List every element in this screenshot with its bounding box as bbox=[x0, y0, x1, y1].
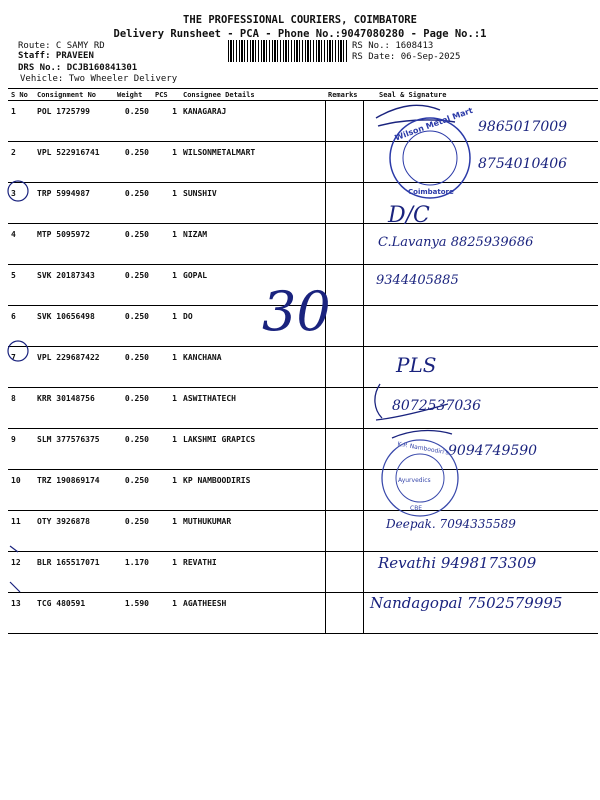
row-signature bbox=[363, 183, 598, 224]
row-consignment: SLM 377576375 bbox=[34, 429, 114, 470]
row-pcs: 1 bbox=[152, 142, 180, 183]
drs-label: DRS No.: DCJB160841301 bbox=[18, 63, 138, 73]
row-consignee: KANAGARAJ bbox=[180, 101, 325, 142]
row-consignment: BLR 165517071 bbox=[34, 552, 114, 593]
row-consignment: KRR 30148756 bbox=[34, 388, 114, 429]
table-row bbox=[8, 470, 598, 511]
row-remarks bbox=[325, 470, 363, 511]
col-pcs: PCS bbox=[152, 89, 180, 101]
row-consignee: NIZAM bbox=[180, 224, 325, 265]
row-sno: 13 bbox=[8, 593, 34, 634]
row-remarks bbox=[325, 183, 363, 224]
row-remarks bbox=[325, 347, 363, 388]
row-consignment: MTP 5095972 bbox=[34, 224, 114, 265]
row-weight: 0.250 bbox=[114, 183, 152, 224]
row-weight: 1.590 bbox=[114, 593, 152, 634]
handwritten-signature-r11: Deepak. 7094335589 bbox=[386, 517, 516, 531]
row-remarks bbox=[325, 101, 363, 142]
row-consignee: LAKSHMI GRAPICS bbox=[180, 429, 325, 470]
barcode bbox=[228, 40, 348, 62]
kp-stamp-name: K.P. Namboodiri's bbox=[396, 440, 450, 457]
row-signature bbox=[363, 593, 598, 634]
runsheet-table bbox=[8, 88, 598, 634]
row-pcs: 1 bbox=[152, 183, 180, 224]
col-remarks: Remarks bbox=[325, 89, 363, 101]
row-pcs: 1 bbox=[152, 593, 180, 634]
row-signature bbox=[363, 101, 598, 142]
handwritten-mark-r6: 30 bbox=[262, 280, 331, 343]
row-pcs: 1 bbox=[152, 347, 180, 388]
row-sno: 9 bbox=[8, 429, 34, 470]
row-pcs: 1 bbox=[152, 265, 180, 306]
row-weight: 0.250 bbox=[114, 142, 152, 183]
row-consignment: SVK 20187343 bbox=[34, 265, 114, 306]
row-pcs: 1 bbox=[152, 511, 180, 552]
handwritten-signature-r13: Nandagopal 7502579995 bbox=[370, 594, 563, 612]
row-consignment: POL 1725799 bbox=[34, 101, 114, 142]
row-sno: 6 bbox=[8, 306, 34, 347]
row-pcs: 1 bbox=[152, 224, 180, 265]
row-remarks bbox=[325, 429, 363, 470]
col-weight: Weight bbox=[114, 89, 152, 101]
handwritten-phone-r1: 9865017009 bbox=[478, 119, 568, 135]
row-pcs: 1 bbox=[152, 101, 180, 142]
row-weight: 0.250 bbox=[114, 470, 152, 511]
row-weight: 0.250 bbox=[114, 101, 152, 142]
row-remarks bbox=[325, 388, 363, 429]
handwritten-signature-r7: PLS bbox=[396, 353, 437, 377]
row-consignment: VPL 229687422 bbox=[34, 347, 114, 388]
row-sno: 1 bbox=[8, 101, 34, 142]
company-title: THE PROFESSIONAL COURIERS, COIMBATORE bbox=[183, 14, 417, 26]
row-consignee: ASWITHATECH bbox=[180, 388, 325, 429]
row-weight: 0.250 bbox=[114, 306, 152, 347]
kp-stamp-city: CBE bbox=[410, 505, 423, 512]
row-weight: 0.250 bbox=[114, 429, 152, 470]
row-signature bbox=[363, 224, 598, 265]
col-consignee: Consignee Details bbox=[180, 89, 325, 101]
row-signature bbox=[363, 429, 598, 470]
staff-label: Staff: PRAVEEN bbox=[18, 51, 94, 61]
table-header bbox=[8, 89, 598, 101]
row-pcs: 1 bbox=[152, 388, 180, 429]
row-sno: 4 bbox=[8, 224, 34, 265]
handwritten-phone-r5: 9344405885 bbox=[376, 273, 459, 288]
row-remarks bbox=[325, 224, 363, 265]
handwritten-note-r3: D/C bbox=[388, 203, 430, 228]
kp-stamp-sub: Ayurvedics bbox=[398, 477, 431, 484]
row-sno: 5 bbox=[8, 265, 34, 306]
row-signature bbox=[363, 511, 598, 552]
table-row bbox=[8, 429, 598, 470]
runsheet-subtitle: Delivery Runsheet - PCA - Phone No.:9047080280 - Page No.:1 bbox=[113, 28, 487, 40]
row-remarks bbox=[325, 552, 363, 593]
row-signature bbox=[363, 265, 598, 306]
row-sno: 2 bbox=[8, 142, 34, 183]
row-signature bbox=[363, 142, 598, 183]
row-consignment: OTY 3926878 bbox=[34, 511, 114, 552]
row-consignment: SVK 10656498 bbox=[34, 306, 114, 347]
row-sno: 7 bbox=[8, 347, 34, 388]
row-weight: 1.170 bbox=[114, 552, 152, 593]
table-row bbox=[8, 183, 598, 224]
wilson-stamp-city: Coimbatore bbox=[408, 188, 454, 196]
col-consignment: Consignment No bbox=[34, 89, 114, 101]
row-sno: 8 bbox=[8, 388, 34, 429]
col-signature: Seal & Signature bbox=[363, 89, 598, 101]
row-consignee: WILSONMETALMART bbox=[180, 142, 325, 183]
row-signature bbox=[363, 552, 598, 593]
row-signature bbox=[363, 388, 598, 429]
table-row bbox=[8, 511, 598, 552]
table-row bbox=[8, 224, 598, 265]
table-row bbox=[8, 306, 598, 347]
handwritten-signature-r4: C.Lavanya 8825939686 bbox=[378, 235, 534, 250]
row-remarks bbox=[325, 265, 363, 306]
row-consignment: VPL 522916741 bbox=[34, 142, 114, 183]
rs-number: RS No.: 1608413 bbox=[352, 41, 434, 51]
row-pcs: 1 bbox=[152, 470, 180, 511]
row-consignment: TRP 5994987 bbox=[34, 183, 114, 224]
table-row bbox=[8, 347, 598, 388]
row-consignee: SUNSHIV bbox=[180, 183, 325, 224]
row-signature bbox=[363, 306, 598, 347]
rs-date: RS Date: 06-Sep-2025 bbox=[352, 52, 461, 62]
row-weight: 0.250 bbox=[114, 347, 152, 388]
handwritten-phone-r9: 9094749590 bbox=[448, 443, 538, 459]
row-consignee: AGATHEESH bbox=[180, 593, 325, 634]
row-remarks bbox=[325, 306, 363, 347]
vehicle-label: Vehicle: Two Wheeler Delivery bbox=[20, 74, 178, 84]
row-signature bbox=[363, 347, 598, 388]
row-weight: 0.250 bbox=[114, 265, 152, 306]
row-consignee: KANCHANA bbox=[180, 347, 325, 388]
handwritten-phone-r2: 8754010406 bbox=[478, 156, 568, 172]
table-row bbox=[8, 593, 598, 634]
row-remarks bbox=[325, 142, 363, 183]
table-row bbox=[8, 142, 598, 183]
row-remarks bbox=[325, 593, 363, 634]
wilson-stamp-name: Wilson Metal Mart bbox=[393, 105, 475, 143]
col-sno: S No bbox=[8, 89, 34, 101]
row-consignment: TCG 480591 bbox=[34, 593, 114, 634]
row-consignee: GOPAL bbox=[180, 265, 325, 306]
table-row bbox=[8, 101, 598, 142]
row-signature bbox=[363, 470, 598, 511]
table-row bbox=[8, 388, 598, 429]
row-consignment: TRZ 190869174 bbox=[34, 470, 114, 511]
row-sno: 12 bbox=[8, 552, 34, 593]
row-sno: 10 bbox=[8, 470, 34, 511]
row-remarks bbox=[325, 511, 363, 552]
route-label: Route: C SAMY RD bbox=[18, 41, 105, 51]
row-sno: 11 bbox=[8, 511, 34, 552]
handwritten-signature-r12: Revathi 9498173309 bbox=[378, 554, 537, 572]
row-weight: 0.250 bbox=[114, 388, 152, 429]
handwritten-phone-r8: 8072537036 bbox=[392, 398, 482, 414]
row-pcs: 1 bbox=[152, 306, 180, 347]
row-weight: 0.250 bbox=[114, 224, 152, 265]
row-consignee: DO bbox=[180, 306, 325, 347]
row-consignee: KP NAMBOODIRIS bbox=[180, 470, 325, 511]
table-row bbox=[8, 265, 598, 306]
row-pcs: 1 bbox=[152, 552, 180, 593]
row-sno: 3 bbox=[8, 183, 34, 224]
row-consignee: MUTHUKUMAR bbox=[180, 511, 325, 552]
table-row bbox=[8, 552, 598, 593]
row-consignee: REVATHI bbox=[180, 552, 325, 593]
row-pcs: 1 bbox=[152, 429, 180, 470]
row-weight: 0.250 bbox=[114, 511, 152, 552]
